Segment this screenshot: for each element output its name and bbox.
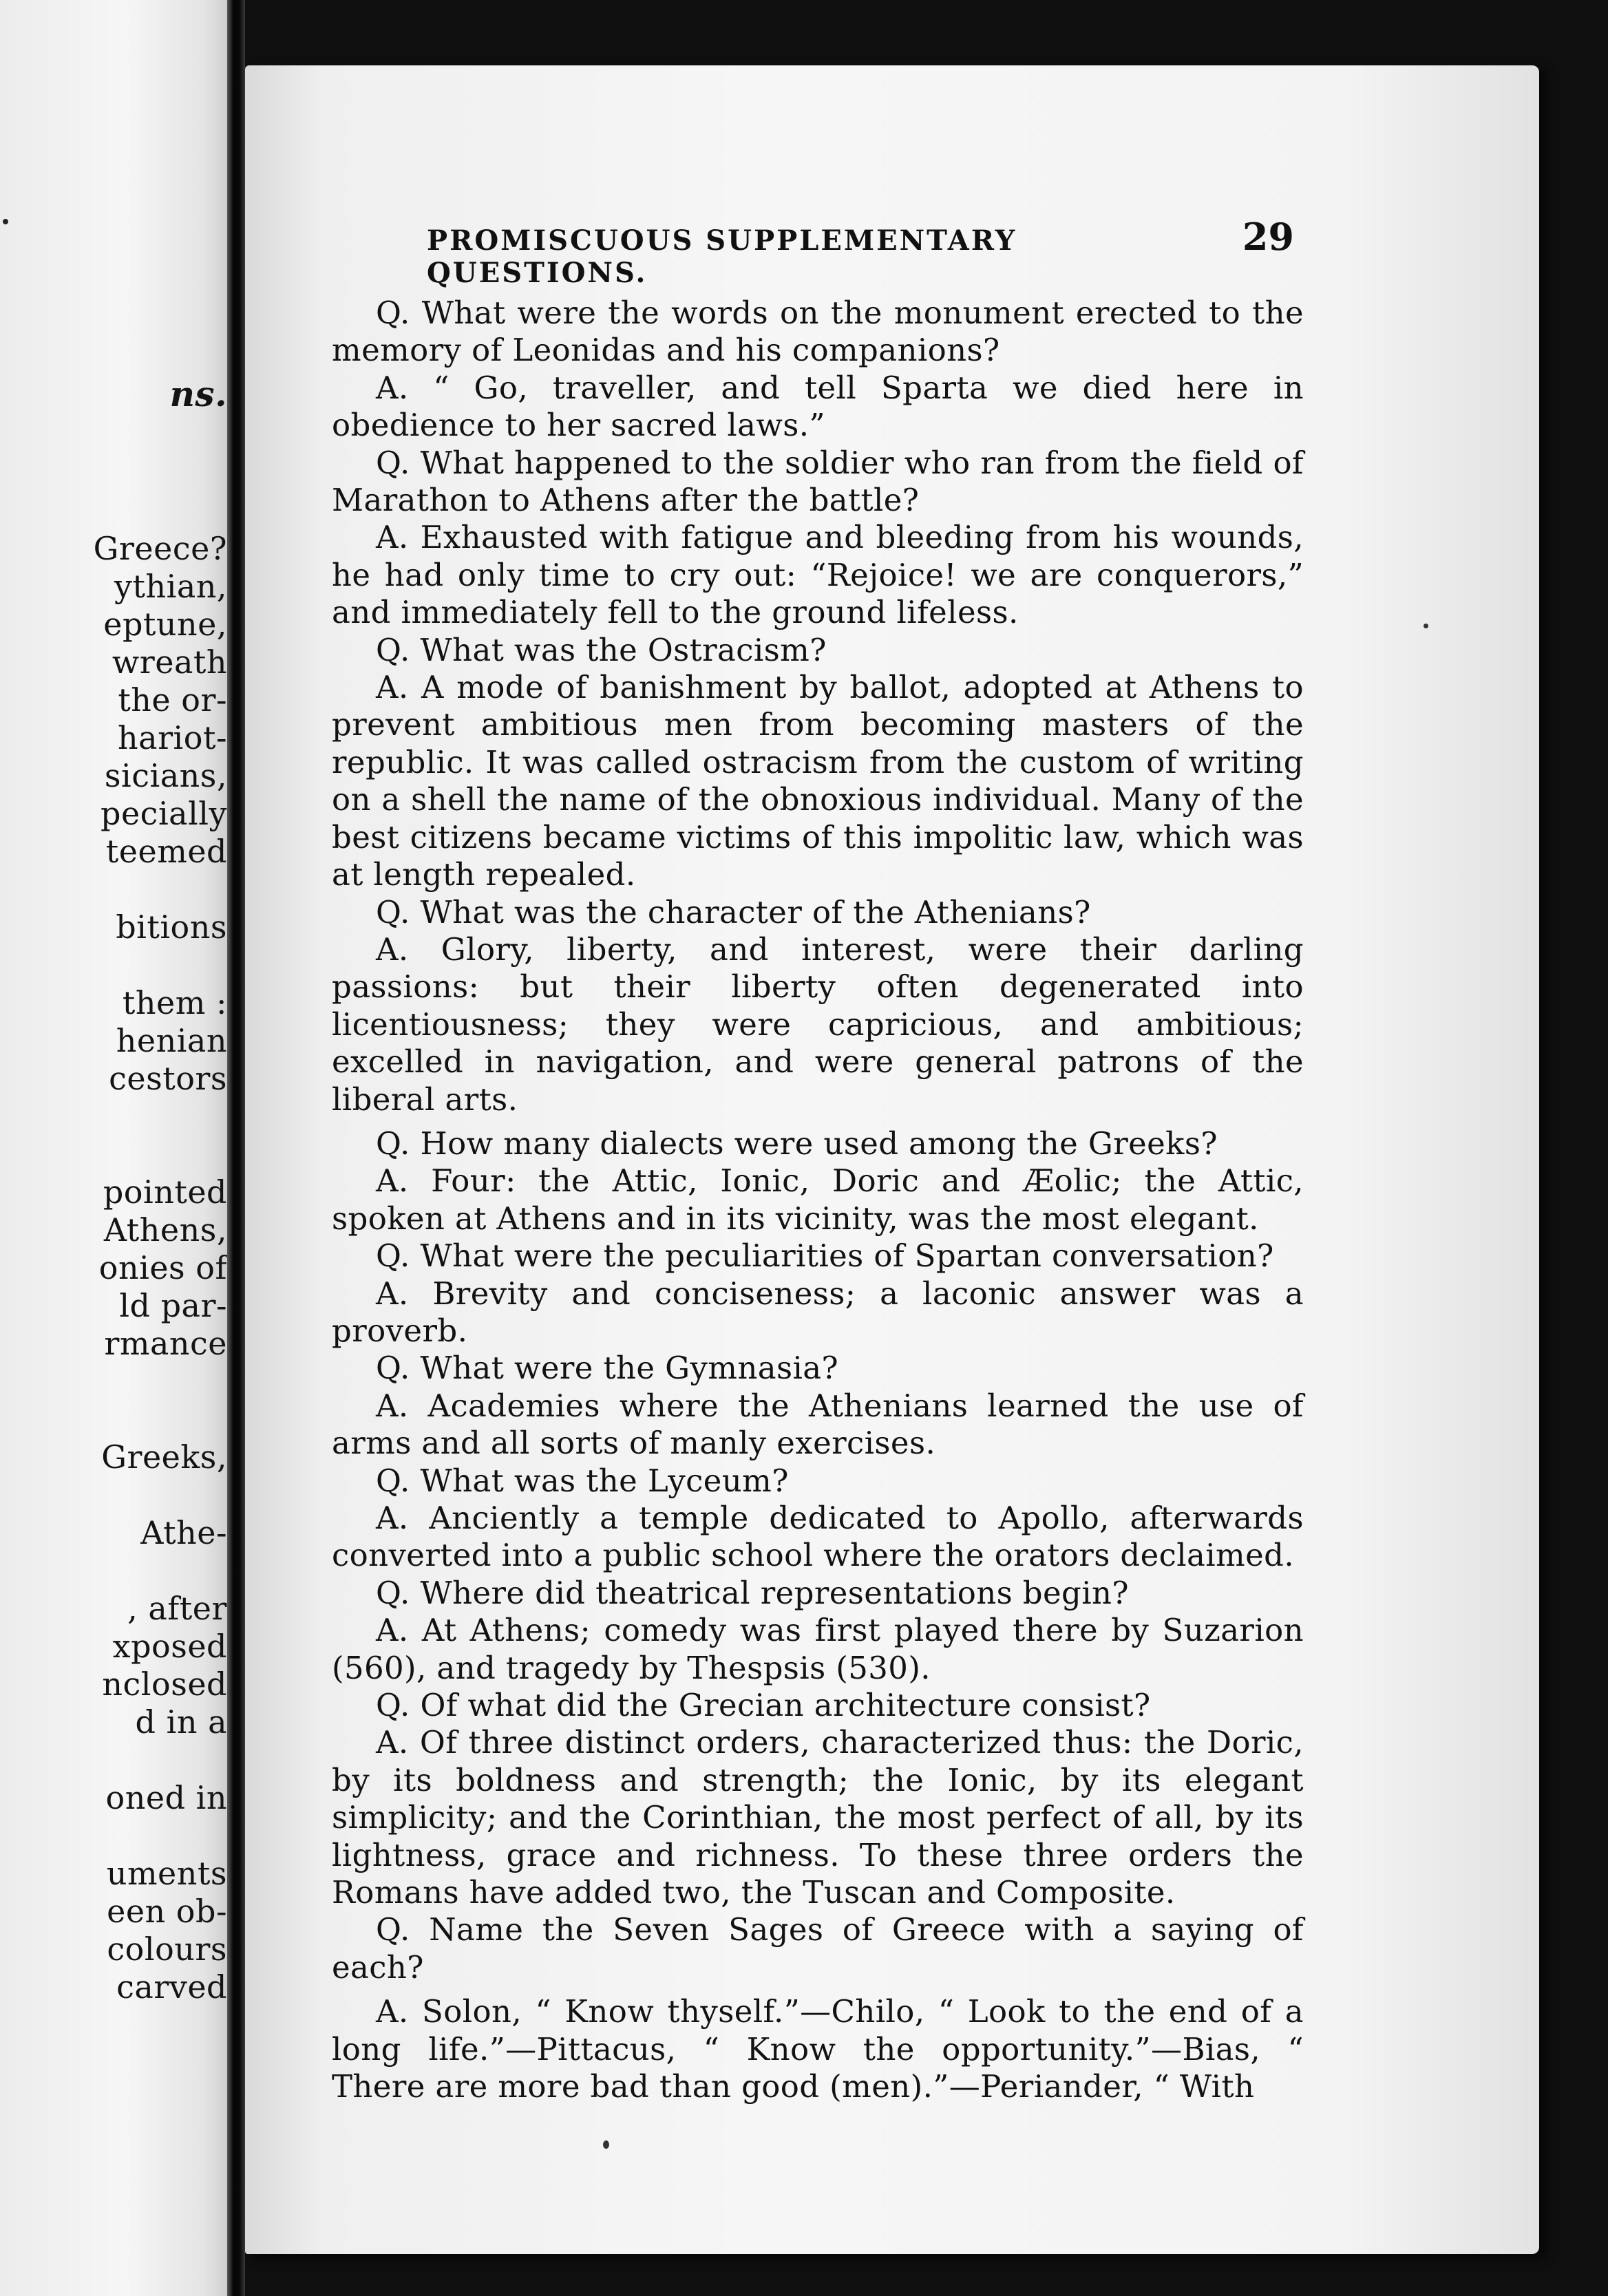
answer-paragraph: A. Academies where the Athenians learned the use of arms and all sorts of manly exercises. bbox=[332, 1387, 1304, 1462]
answer-paragraph: A. At Athens; comedy was first played there by Suzarion (560), and tragedy by Thespsis (530). bbox=[332, 1612, 1304, 1686]
book-gutter bbox=[227, 0, 245, 2296]
left-fragment: colours bbox=[107, 1931, 227, 1968]
left-fragment: them : bbox=[122, 984, 227, 1021]
ink-speck bbox=[603, 2140, 609, 2149]
left-fragment: , after bbox=[127, 1590, 227, 1627]
left-fragment: ld par- bbox=[119, 1287, 227, 1324]
question-paragraph: Q. What was the Lyceum? bbox=[376, 1462, 789, 1499]
question-paragraph: Q. What were the Gymnasia? bbox=[376, 1350, 838, 1387]
answer-paragraph: A. Of three distinct orders, characterized thus: the Doric, by its boldness and strength; the Ionic, by its elegant simplicity; and the Corinthian, the most perfect of all, by its lightness, grace and richness. To these three orders the Romans have added two, the Tuscan and Composite. bbox=[332, 1724, 1304, 1911]
left-fragment: henian bbox=[116, 1022, 227, 1059]
left-fragment: carved bbox=[116, 1968, 227, 2006]
answer-paragraph: A. Glory, liberty, and interest, were their darling passions: but their liberty often degenerated into licentiousness; they were capricious, and ambitious; excelled in navigation, and were general patrons of the liberal arts. bbox=[332, 931, 1304, 1118]
left-fragment: rmance bbox=[104, 1325, 227, 1362]
question-paragraph: Q. What happened to the soldier who ran from the field of Marathon to Athens after the battle? bbox=[332, 444, 1304, 519]
left-fragment: Greece? bbox=[93, 530, 227, 567]
question-paragraph: Q. Where did theatrical representations begin? bbox=[376, 1574, 1129, 1611]
answer-paragraph: A. A mode of banishment by ballot, adopted at Athens to prevent ambitious men from becoming masters of the republic. It was called ostracism from the custom of writing on a shell the name of the obnoxious individual. Many of the best citizens became victims of this impolitic law, which was at length repealed. bbox=[332, 669, 1304, 893]
left-fragment: cestors bbox=[109, 1060, 227, 1097]
left-fragment: wreath bbox=[112, 644, 227, 681]
left-fragment: bitions bbox=[116, 908, 227, 946]
left-fragment: Athens, bbox=[103, 1211, 227, 1248]
answer-paragraph: A. Solon, “ Know thyself.”—Chilo, “ Look to the end of a long life.”—Pittacus, “ Know the opportunity.”—Bias, “ There are more bad than good (men).”—Periander, “ With bbox=[332, 1993, 1304, 2105]
left-fragment: d in a bbox=[135, 1703, 227, 1741]
answer-paragraph: A. “ Go, traveller, and tell Sparta we died here in obedience to her sacred laws.” bbox=[332, 369, 1304, 444]
running-title: PROMISCUOUS SUPPLEMENTARY QUESTIONS. bbox=[427, 224, 1017, 289]
answer-paragraph: A. Exhausted with fatigue and bleeding from his wounds, he had only time to cry out: “Rejoice! we are conquerors,” and immediately fell to the ground lifeless. bbox=[332, 519, 1304, 631]
left-fragment: een ob- bbox=[107, 1893, 227, 1930]
left-fragment: nclosed bbox=[102, 1666, 227, 1703]
answer-paragraph: A. Anciently a temple dedicated to Apollo, afterwards converted into a public school where the orators declaimed. bbox=[332, 1500, 1304, 1574]
left-fragment: teemed bbox=[105, 833, 227, 870]
running-head bbox=[427, 215, 1294, 289]
ink-speck bbox=[1424, 624, 1428, 628]
left-fragment: pointed bbox=[103, 1173, 227, 1211]
left-fragment: oned in bbox=[105, 1779, 227, 1816]
left-fragment: hariot- bbox=[118, 719, 227, 756]
left-fragment: uments bbox=[106, 1855, 227, 1892]
left-fragment: ns. bbox=[169, 374, 227, 414]
left-fragment: Athe- bbox=[140, 1514, 227, 1551]
answer-paragraph: A. Four: the Attic, Ionic, Doric and Æolic; the Attic, spoken at Athens and in its vicinity, was the most elegant. bbox=[332, 1162, 1304, 1237]
left-fragment: onies of bbox=[98, 1249, 227, 1286]
page-number: 29 bbox=[1242, 215, 1294, 259]
page-body bbox=[332, 295, 1304, 2105]
question-paragraph: Q. How many dialects were used among the Greeks? bbox=[376, 1125, 1218, 1162]
question-paragraph: Q. What was the character of the Athenians? bbox=[376, 893, 1091, 931]
question-paragraph: Q. What was the Ostracism? bbox=[376, 631, 827, 668]
question-paragraph: Q. What were the peculiarities of Spartan conversation? bbox=[376, 1237, 1274, 1275]
ink-speck bbox=[3, 219, 8, 224]
left-fragment: Greeks, bbox=[101, 1438, 227, 1476]
left-fragment: ythian, bbox=[114, 568, 227, 605]
answer-paragraph: A. Brevity and conciseness; a laconic answer was a proverb. bbox=[332, 1275, 1304, 1349]
left-fragment: eptune, bbox=[103, 606, 227, 643]
question-paragraph: Q. Of what did the Grecian architecture consist? bbox=[376, 1687, 1151, 1724]
left-fragment: sicians, bbox=[104, 757, 227, 794]
question-paragraph: Q. Name the Seven Sages of Greece with a saying of each? bbox=[332, 1911, 1304, 1986]
previous-page-edge bbox=[0, 0, 227, 2296]
left-fragment: xposed bbox=[112, 1628, 227, 1665]
left-fragment: pecially bbox=[100, 795, 227, 832]
question-paragraph: Q. What were the words on the monument erected to the memory of Leonidas and his companions? bbox=[332, 295, 1304, 369]
left-fragment: the or- bbox=[118, 681, 227, 719]
